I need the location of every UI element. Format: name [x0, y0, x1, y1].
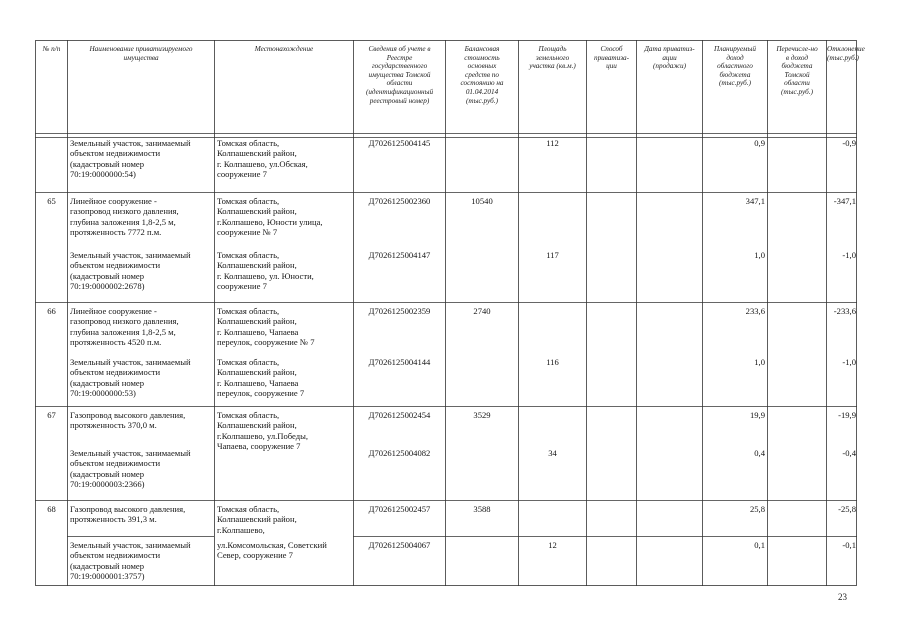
header-method: Способ приватиза- ции [593, 45, 630, 71]
row-5-deviation: -19,9 [838, 410, 856, 420]
row-0-registry: Д7026125004145 [368, 138, 431, 148]
row-1-registry: Д7026125002360 [368, 196, 431, 206]
row-2-location: Томская область, Колпашевский район, г. Колпашево, ул. Юности, сооружение 7 [217, 250, 314, 292]
row-3-income: 233,6 [745, 306, 765, 316]
row-1-balance: 10540 [471, 196, 493, 206]
row-4-location: Томская область, Колпашевский район, г. Колпашево, Чапаева переулок, сооружение 7 [217, 357, 305, 399]
row-6-registry: Д7026125004082 [368, 448, 431, 458]
row-1-name: Линейное сооружение - газопровод низкого давления, глубина заложения 1,8-2,5 м, протяженность 7772 п.м. [70, 196, 179, 238]
row-6-deviation: -0,4 [842, 448, 856, 458]
row-6-income: 0,4 [754, 448, 765, 458]
row-2-deviation: -1,0 [842, 250, 856, 260]
row-8-registry: Д7026125004067 [368, 540, 431, 550]
row-6-name: Земельный участок, занимаемый объектом недвижимости (кадастровый номер 70:19:0000003:2366) [70, 448, 191, 490]
row-4-name: Земельный участок, занимаемый объектом недвижимости (кадастровый номер 70:19:0000000:53) [70, 357, 191, 399]
row-3-num: 66 [47, 306, 56, 316]
row-3-location: Томская область, Колпашевский район, г. Колпашево, Чапаева переулок, сооружение № 7 [217, 306, 315, 348]
row-8-deviation: -0,1 [842, 540, 856, 550]
row-4-deviation: -1,0 [842, 357, 856, 367]
row-2-name: Земельный участок, занимаемый объектом недвижимости (кадастровый номер 70:19:0000002:2678) [70, 250, 191, 292]
row-1-income: 347,1 [745, 196, 765, 206]
header-deviation: Отклонение (тыс.руб.) [827, 45, 865, 62]
row-7-registry: Д7026125002457 [368, 504, 431, 514]
row-0-area: 112 [546, 138, 559, 148]
row-8-name: Земельный участок, занимаемый объектом недвижимости (кадастровый номер 70:19:0000001:3757) [70, 540, 191, 582]
row-7-income: 25,8 [749, 504, 765, 514]
row-0-location: Томская область, Колпашевский район, г. Колпашево, ул.Обская, сооружение 7 [217, 138, 308, 180]
row-1-location: Томская область, Колпашевский район, г.Колпашево, Юности улица, сооружение № 7 [217, 196, 323, 238]
row-4-income: 1,0 [754, 357, 765, 367]
row-0-name: Земельный участок, занимаемый объектом недвижимости (кадастровый номер 70:19:0000000:54) [70, 138, 191, 180]
row-0-income: 0,9 [754, 138, 765, 148]
row-6-area: 34 [548, 448, 557, 458]
row-8-location: ул.Комсомольская, Советский Север, сооружение 7 [217, 540, 327, 561]
header-date: Дата приватиз- ации (продажи) [644, 45, 695, 71]
header-transfer: Перечисле-но в доход бюджета Томской области (тыс.руб.) [776, 45, 818, 96]
row-8-income: 0,1 [754, 540, 765, 550]
row-0-deviation: -0,9 [842, 138, 856, 148]
row-7-num: 68 [47, 504, 56, 514]
row-4-registry: Д7026125004144 [368, 357, 431, 367]
page-number: 23 [838, 592, 847, 602]
row-5-registry: Д7026125002454 [368, 410, 431, 420]
row-7-balance: 3588 [473, 504, 491, 514]
row-8-area: 12 [548, 540, 557, 550]
row-2-income: 1,0 [754, 250, 765, 260]
header-income: Планируемый доход областного бюджета (тыс.руб.) [714, 45, 756, 88]
row-3-deviation: -233,6 [833, 306, 856, 316]
row-1-num: 65 [47, 196, 56, 206]
row-5-balance: 3529 [473, 410, 491, 420]
header-balance: Балансовая стоимость основных средств по состоянию на 01.04.2014 (тыс.руб.) [460, 45, 504, 105]
row-7-name: Газопровод высокого давления, протяженность 391,3 м. [70, 504, 186, 525]
header-name: Наименование приватизируемого имущества [89, 45, 193, 62]
row-2-area: 117 [546, 250, 559, 260]
header-area: Площадь земельного участка (кв.м.) [529, 45, 576, 71]
header-registry: Сведения об учете в Реестре государственного имущества Томской области (идентификационный реестровый номер) [365, 45, 434, 105]
row-5-income: 19,9 [749, 410, 765, 420]
row-5-num: 67 [47, 410, 56, 420]
header-num: № п/п [42, 45, 61, 53]
header-location: Местонахождение [254, 45, 314, 53]
row-3-name: Линейное сооружение - газопровод низкого давления, глубина заложения 1,8-2,5 м, протяженность 4520 п.м. [70, 306, 179, 348]
row-7-deviation: -25,8 [838, 504, 856, 514]
row-5-location: Томская область, Колпашевский район, г.Колпашево, ул.Победы, Чапаева, сооружение 7 [217, 410, 309, 452]
row-4-area: 116 [546, 357, 559, 367]
row-3-balance: 2740 [473, 306, 491, 316]
row-3-registry: Д7026125002359 [368, 306, 431, 316]
row-2-registry: Д7026125004147 [368, 250, 431, 260]
row-5-name: Газопровод высокого давления, протяженность 370,0 м. [70, 410, 186, 431]
row-7-location: Томская область, Колпашевский район, г.Колпашево, [217, 504, 297, 535]
row-1-deviation: -347,1 [833, 196, 856, 206]
